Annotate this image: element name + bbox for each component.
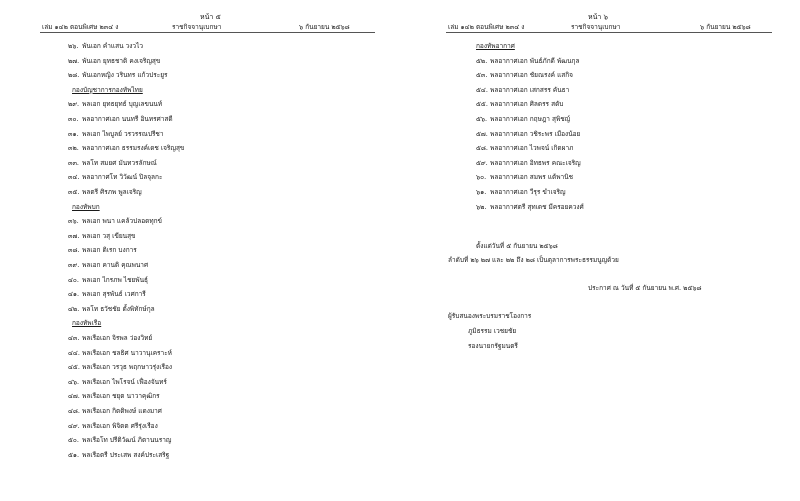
item-name: พลอากาศเอก วชิระพร เมืองน้อย xyxy=(490,129,581,138)
item-number: ๓๑. xyxy=(68,129,79,138)
item-name: พลอากาศเอก ชัยณรงค์ แสกิจ xyxy=(490,71,573,80)
list-item xyxy=(68,115,173,123)
item-name: พลเรือเอก ไพโรจน์ เฟื่องจันทร์ xyxy=(82,377,167,386)
list-item xyxy=(68,57,160,65)
item-number: ๔๔. xyxy=(68,348,80,357)
section-heading: กองทัพเรือ xyxy=(72,319,102,328)
item-number: ๖๒. xyxy=(476,202,487,211)
list-item xyxy=(68,276,148,284)
header-divider xyxy=(40,32,375,33)
list-item xyxy=(68,144,184,152)
item-number: ๒๗. xyxy=(68,56,80,65)
item-number: ๕๑. xyxy=(68,450,80,459)
list-item xyxy=(68,305,155,313)
note-line: ลำดับที่ ๒๖ ๒๗ และ ๒๒ ถึง ๒๘ เป็นตุลาการพระธรรมนูญด้วย xyxy=(448,256,619,264)
item-number: ๓๓. xyxy=(68,158,79,167)
list-item xyxy=(68,407,162,415)
page-number: หน้า ๕ xyxy=(200,13,221,21)
item-number: ๖๑. xyxy=(476,188,487,196)
header-issue: เล่ม ๑๔๒ ตอนพิเศษ ๒๓๔ ง xyxy=(448,23,525,31)
item-name: พลโท ธวัชชัย ตั้งพิทักษ์กุล xyxy=(82,304,155,313)
item-number: ๓๒. xyxy=(68,144,79,153)
header-date: ๖ กันยายน ๒๕๖๘ xyxy=(299,23,350,31)
item-name: พลเรือเอก วรวุธ พฤกษาวรุ่งเรือง xyxy=(82,363,173,372)
countersign-title: ผู้รับสนองพระบรมราชโองการ xyxy=(448,312,532,320)
item-number: ๕๓. xyxy=(476,71,488,80)
item-number: ๕๒. xyxy=(476,56,488,65)
list-item xyxy=(68,349,172,357)
announcement-line: ประกาศ ณ วันที่ ๕ กันยายน พ.ศ. ๒๕๖๘ xyxy=(588,284,702,292)
item-name: พลอากาศเอก ไวพจน์ เกิดผาภ xyxy=(490,144,574,153)
item-number: ๓๕. xyxy=(68,188,80,196)
list-item xyxy=(68,159,157,167)
item-name: พลเอก ไกรภพ ไชยพันธุ์ xyxy=(82,275,148,284)
item-number: ๔๑. xyxy=(68,290,80,299)
item-name: พลเอก วสุ เขียนสุข xyxy=(82,231,136,240)
item-name: พลเรือเอก ชลธิศ นาวานุเคราะห์ xyxy=(82,348,172,357)
item-number: ๖๐. xyxy=(476,173,487,182)
item-number: ๕๔. xyxy=(476,85,488,94)
item-number: ๔๓. xyxy=(68,334,80,342)
item-name: พลอากาศตรี สุทเดช มีครอยควงศ์ xyxy=(490,202,584,211)
list-item xyxy=(68,173,162,181)
list-item xyxy=(476,86,569,94)
list-item xyxy=(68,42,143,50)
list-item xyxy=(68,436,171,444)
item-name: พลอากาศเอก ศิลดรร สดับ xyxy=(490,100,564,109)
effective-date-line: ตั้งแต่วันที่ ๕ กันยายน ๒๕๖๘ xyxy=(476,242,558,250)
list-item xyxy=(68,334,152,342)
list-item xyxy=(68,378,167,386)
list-item xyxy=(476,71,573,79)
list-item xyxy=(68,290,146,298)
item-name: พันเอกหญิง วรินทร แก้วประยูร xyxy=(82,71,168,80)
item-number: ๔๘. xyxy=(68,407,81,415)
item-number: ๓๔. xyxy=(68,173,80,182)
item-name: พลเรือเอก ชยุต นาวาคุฒิกร xyxy=(82,392,160,401)
header-issue: เล่ม ๑๔๒ ตอนพิเศษ ๒๓๔ ง xyxy=(42,23,119,31)
item-number: ๓๖. xyxy=(68,217,79,226)
header-journal: ราชกิจจานุเบกษา xyxy=(571,23,621,31)
item-name: พลเอก คานติ คุณพนาศ xyxy=(82,261,149,269)
item-number: ๓๙. xyxy=(68,261,80,269)
item-name: พันเอก ยุทธชาติ คงเจริญสุข xyxy=(82,56,161,65)
section-heading: กองบัญชาการกองทัพไทย xyxy=(72,85,143,94)
signatory-name: ภูมิธรรม เวชยชัย xyxy=(468,327,517,335)
list-item xyxy=(68,217,162,225)
list-item xyxy=(68,392,160,400)
item-name: พลอากาศเอก นนทรี อินทรศาสดี xyxy=(82,115,173,123)
item-name: พลอากาศเอก ธรรมรงค์เดช เจริญสุข xyxy=(82,144,185,153)
item-name: พลตรี ศิรภพ พูลเจริญ xyxy=(82,188,142,196)
item-name: พลเอก ยุทธยุทธ์ บุญเลขนนท์ xyxy=(82,100,163,109)
item-name: พลเอก ไพบูลย์ วรวรรณปรีชา xyxy=(82,129,164,138)
item-number: ๒๘. xyxy=(68,71,80,80)
list-item xyxy=(476,203,584,211)
item-name: พลโท สมยศ มันทวรลักษณ์ xyxy=(82,158,157,167)
item-name: พลเรือเอก พิจิตต ศรีรุ่งเรือง xyxy=(82,421,158,430)
item-number: ๓๗. xyxy=(68,231,80,240)
item-name: พลอากาศเอก อิทธพร คณะเจริญ xyxy=(490,158,581,167)
list-item xyxy=(68,246,137,254)
list-item xyxy=(68,188,142,196)
list-item xyxy=(476,130,580,138)
list-item xyxy=(476,115,570,123)
section-heading: กองทัพบก xyxy=(72,202,100,211)
item-name: พันเอก คำแสน วงวไว xyxy=(82,42,143,50)
list-item xyxy=(68,130,164,138)
item-number: ๔๐. xyxy=(68,275,79,284)
list-item xyxy=(68,232,135,240)
item-number: ๔๖. xyxy=(68,377,80,386)
section-heading: กองทัพอากาศ xyxy=(476,42,515,50)
item-name: พลอากาศเอก เสกสรร คันธา xyxy=(490,85,570,94)
list-item xyxy=(476,173,573,181)
item-name: พลเอก พนา แคล้วปลอดทุกข์ xyxy=(82,217,162,226)
item-number: ๒๖. xyxy=(68,42,79,50)
item-number: ๕๘. xyxy=(476,144,489,153)
header-divider xyxy=(446,32,772,33)
item-number: ๕๕. xyxy=(476,100,488,109)
item-name: พลเรือตรี ประเสพ สงค์ประเสริฐ xyxy=(82,450,170,459)
list-item xyxy=(68,451,169,459)
item-name: พลอากาศโท วิวัฒน์ ปิลจุลกะ xyxy=(82,173,163,182)
list-item xyxy=(68,363,172,371)
item-number: ๒๙. xyxy=(68,100,80,109)
signatory-position: รองนายกรัฐมนตรี xyxy=(468,342,518,350)
item-name: พลอากาศเอก วีรุร ขำเจริญ xyxy=(490,188,566,196)
item-name: พลอากาศเอก กฤษฎา สุพิชญ์ xyxy=(490,115,571,123)
header-date: ๖ กันยายน ๒๕๖๘ xyxy=(700,23,751,31)
list-item xyxy=(476,159,581,167)
list-item xyxy=(476,100,563,108)
list-item xyxy=(476,144,573,152)
item-number: ๔๗. xyxy=(68,392,80,401)
item-name: พลอากาศเอก สมพร แต้พานิช xyxy=(490,173,574,182)
right-page xyxy=(400,0,800,501)
item-name: พลเรือโท ปรีติวัฒน์ ภิตานนราญ xyxy=(82,436,172,445)
item-name: พลอากาศเอก พันธ์ภักดี พัฒนกุล xyxy=(490,56,580,65)
page-number: หน้า ๖ xyxy=(588,13,608,21)
item-name: พลเอก ติเรก บงการ xyxy=(82,246,137,255)
item-name: พลเรือเอก กิตติพงษ์ แดงมาศ xyxy=(82,407,162,415)
list-item xyxy=(476,188,566,196)
list-item xyxy=(68,261,148,269)
item-number: ๓๘. xyxy=(68,246,80,255)
header-journal: ราชกิจจานุเบกษา xyxy=(172,23,222,31)
item-number: ๓๐. xyxy=(68,115,79,123)
item-name: พลเอก สุรพันธ์ เวศการี xyxy=(82,290,146,299)
item-number: ๕๐. xyxy=(68,436,79,445)
list-item xyxy=(68,422,158,430)
list-item xyxy=(68,100,162,108)
item-number: ๕๗. xyxy=(476,129,488,138)
item-number: ๕๖. xyxy=(476,115,488,123)
item-number: ๔๒. xyxy=(68,304,80,313)
list-item xyxy=(68,71,168,79)
item-number: ๕๙. xyxy=(476,158,488,167)
item-number: ๔๙. xyxy=(68,421,80,430)
item-name: พลเรือเอก จิรพล ว่องวิทย์ xyxy=(82,334,153,342)
list-item xyxy=(476,57,579,65)
item-number: ๔๕. xyxy=(68,363,80,372)
